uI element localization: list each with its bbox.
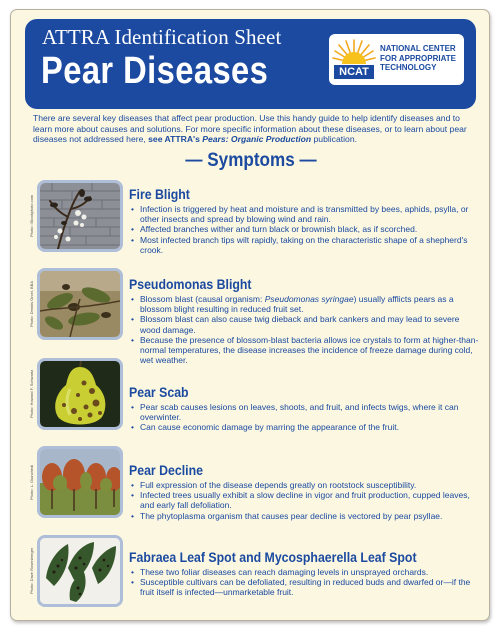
disease-pear-decline (129, 462, 479, 521)
intro-text: There are several key diseases that affect pear production. Use this handy guide to help identify diseases and to learn more about causes and solutions. For more specific information about these diseases, or to learn about pear diseases not addressed here, (33, 113, 467, 145)
pear-decline-image (37, 446, 123, 518)
pear-scab-photo (29, 358, 123, 430)
symptom-list (129, 480, 479, 521)
symptom-item: • Infection is triggered by heat and moisture and is transmitted by bees, aphids, psylla, or other insects and spread by blowing wind and rain. (129, 204, 479, 224)
symptom-item: • The phytoplasma organism that causes pear decline is vectored by pear psyllae. (129, 511, 479, 521)
symptom-list (129, 402, 479, 433)
disease-fire-blight (129, 186, 479, 255)
logo-name (380, 44, 462, 73)
photo-credit: Photo: Howard F. Schwartz (29, 369, 34, 419)
identification-sheet (10, 9, 490, 621)
disease-leaf-spot (129, 549, 479, 598)
symptom-list (129, 204, 479, 255)
logo-name-line: NATIONAL CENTER (380, 44, 456, 53)
intro-suffix: publication. (311, 134, 358, 145)
fire-blight-image (37, 180, 123, 252)
header-banner (25, 19, 476, 109)
page-title: Pear Diseases (41, 50, 269, 92)
symptom-list (129, 567, 479, 598)
symptom-item: • Most infected branch tips wilt rapidly, taking on the characteristic shape of a shepherd's crook. (129, 235, 479, 255)
publication-link[interactable] (148, 134, 311, 144)
symptom-item: • Blossom blast (causal organism: Pseudomonas syringae) usually afflicts pears as a blossom blight resulting in reduced fruit set. (129, 294, 479, 314)
intro-paragraph (33, 113, 473, 145)
ncat-logo[interactable] (329, 34, 464, 85)
logo-name-line: FOR APPROPRIATE (380, 53, 457, 63)
logo-name-line: TECHNOLOGY (380, 63, 437, 72)
symptom-item: • These two foliar diseases can reach damaging levels in unsprayed orchards. (129, 567, 479, 577)
symptom-item: • Blossom blast can also cause twig dieback and bark cankers and may lead to severe wood damage. (129, 314, 479, 334)
symptom-item: • Pear scab causes lesions on leaves, shoots, and fruit, and infects twigs, where it can overwinter. (129, 402, 479, 422)
disease-title: Pear Decline (129, 462, 203, 478)
disease-title: Pseudomonas Blight (129, 276, 252, 292)
pear-decline-photo (29, 446, 123, 518)
leaf-spot-photo (29, 535, 123, 607)
disease-title: Fire Blight (129, 186, 190, 202)
photo-credit: Photo: iStockphoto.com (29, 194, 34, 238)
symptoms-heading: — Symptoms — (185, 150, 317, 171)
logo-acronym: NCAT (334, 65, 374, 79)
photo-credit: Photo: Dennis Orcel, BBA (29, 280, 34, 328)
symptom-item: • Full expression of the disease depends greatly on rootstock susceptibility. (129, 480, 479, 490)
photo-credit: Photo: L. Giunchedi (29, 464, 34, 500)
series-title: ATTRA Identification Sheet (42, 25, 282, 49)
link-prefix: see ATTRA's (148, 134, 203, 145)
pseudomonas-blight-image (37, 268, 123, 340)
photo-credit: Photo: Dave Rosenberger (29, 547, 34, 595)
symptom-item: • Because the presence of blossom-blast bacteria allows ice crystals to form at higher-than-normal temperatures, the disease increases the incidence of freeze damage during cold, wet weather. (129, 335, 479, 366)
symptom-item: • Susceptible cultivars can be defoliated, resulting in reduced buds and dwarfed or—if the fruit itself is infected—unmarketable fruit. (129, 577, 479, 597)
pseudomonas-blight-photo (29, 268, 123, 340)
pear-scab-image (37, 358, 123, 430)
fire-blight-photo (29, 180, 123, 252)
symptom-item: • Infected trees usually exhibit a slow decline in vigor and fruit production, cupped leaves, and early fall defoliation. (129, 490, 479, 510)
disease-title: Fabraea Leaf Spot and Mycosphaerella Leaf Spot (129, 549, 417, 565)
symptom-item: • Affected branches wither and turn black or brownish black, as if scorched. (129, 224, 479, 234)
disease-pseudomonas-blight (129, 276, 479, 365)
leaf-spot-image (37, 535, 123, 607)
symptom-item: • Can cause economic damage by marring the appearance of the fruit. (129, 422, 479, 432)
link-title: Pears: Organic Production (202, 134, 312, 145)
disease-pear-scab (129, 384, 479, 433)
disease-title: Pear Scab (129, 384, 189, 400)
sunburst-icon (332, 37, 376, 65)
symptom-list (129, 294, 479, 365)
